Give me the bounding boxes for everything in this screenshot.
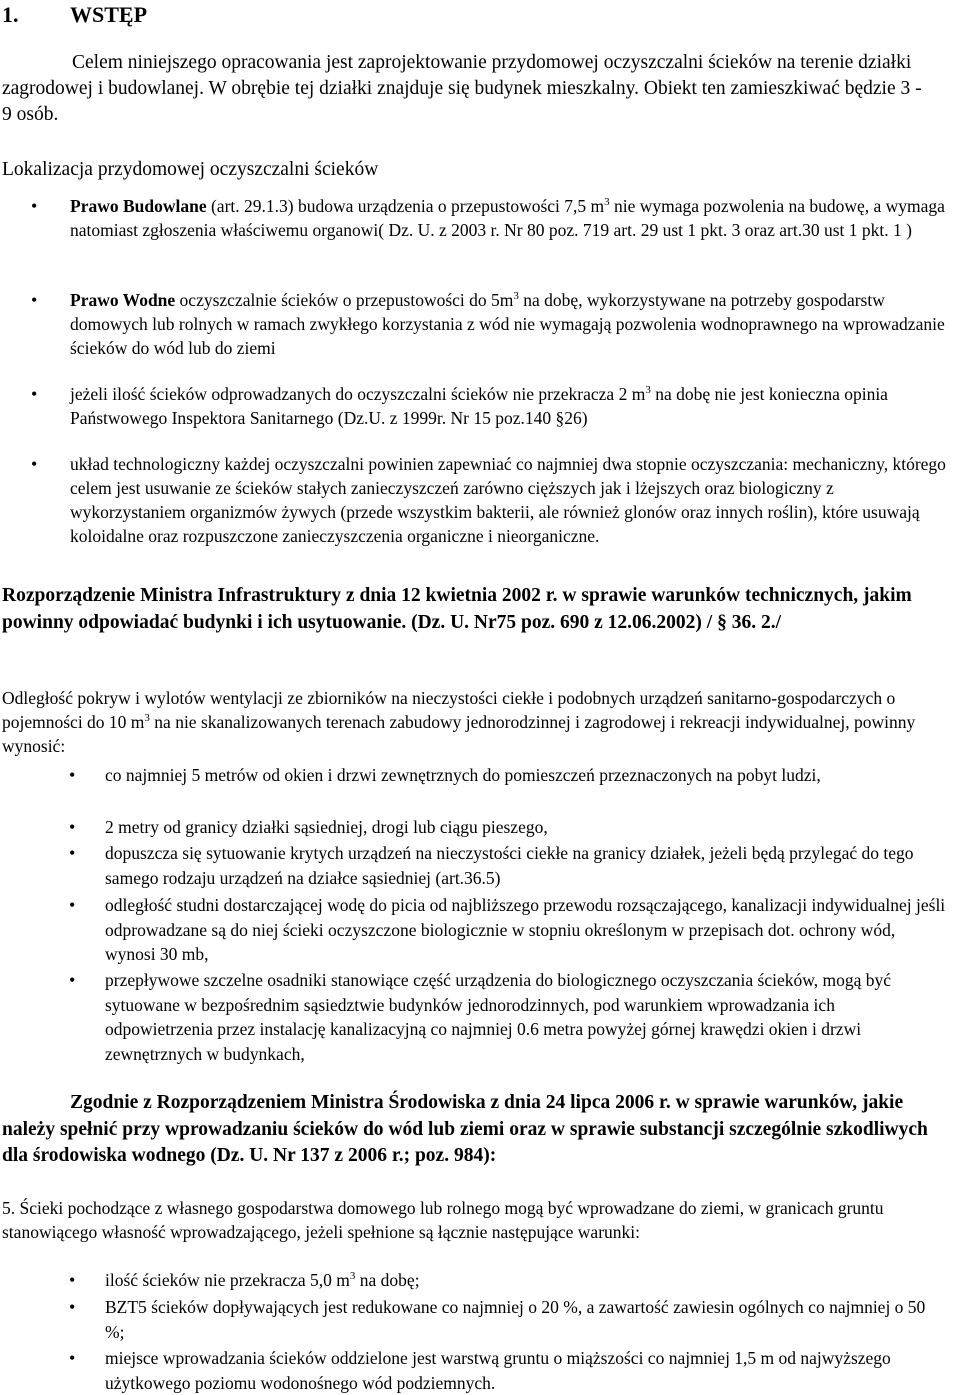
distance-item: • 2 metry od granicy działki sąsiedniej, drogi lub ciągu pieszego, [105, 815, 946, 840]
distance-item: • przepływowe szczelne osadniki stanowiące część urządzenia do biologicznego oczyszczania ścieków, mogą być sytuowane w bezpośrednim sąsiedztwie budynków jednorodzinnych, pod warunkiem wprowadzania ich odpowietrzenia przez instalację kanalizacyjną co najmniej 0.6 metra powyżej górnej krawędzi okien i drzwi zewnętrznych w budynkach, [105, 968, 946, 1066]
condition-item: • BZT5 ścieków dopływających jest redukowane co najmniej o 20 %, a zawartość zawiesin ogólnych co najmniej o 50 %; [105, 1295, 946, 1344]
distance-paragraph: Odległość pokryw i wylotów wentylacji ze zbiorników na nieczystości ciekłe i podobnych urządzeń sanitarno-gospodarczych o pojemności do 10 $m^3$ na nie skanalizowanych terenach zabudowy jednorodzinnej i zagrodowej i rekreacji indywidualnej, powinny wynosić: [2, 688, 916, 756]
law-bullet-building: • Prawo Budowlane (art. 29.1.3) budowa urządzenia o przepustowości 7,5 $m^3$ nie wymaga pozwolenia na budowę, a wymaga natomiast zgłoszenia właściwemu organowi( Dz. U. z 2003 r. Nr 80 poz. 719 art. 29 ust 1 pkt. 3 oraz art.30 ust 1 pkt. 1 ) [70, 194, 952, 242]
law-bullet-sanitary: • jeżeli ilość ścieków odprowadzanych do oczyszczalni ścieków nie przekracza 2 $m^3$ na dobę nie jest konieczna opinia Państwowego Inspektora Sanitarnego (Dz.U. z 1999r. Nr 15 poz.140 §26) [70, 382, 952, 430]
location-heading: Lokalizacja przydomowej oczyszczalni ścieków [2, 159, 379, 180]
section-heading [2, 2, 960, 28]
condition-item: • ilość ścieków nie przekracza 5,0 $m^3$ na dobę; [105, 1268, 946, 1293]
regulation-infrastructure: Rozporządzenie Ministra Infrastruktury z dnia 12 kwietnia 2002 r. w sprawie warunków technicznych, jakim powinny odpowiadać budynki i ich usytuowanie. (Dz. U. Nr75 poz. 690 z 12.06.2002) / § 36. 2./ [2, 585, 912, 633]
regulation-environment: Zgodnie z Rozporządzeniem Ministra Środowiska z dnia 24 lipca 2006 r. w sprawie warunków, jakie należy spełnić przy wprowadzaniu ścieków do wód lub ziemi oraz w sprawie substancji szczególnie szkodliwych dla środowiska wodnego (Dz. U. Nr 137 z 2006 r.; poz. 984): [2, 1092, 928, 1166]
intro-paragraph: Celem niniejszego opracowania jest zaprojektowanie przydomowej oczyszczalni ścieków na terenie działki zagrodowej i budowlanej. W obrębie tej działki znajduje się budynek mieszkalny. Obiekt ten zamieszkiwać będzie 3 - 9 osób. [2, 52, 922, 125]
section-number: 1. [2, 2, 19, 27]
distance-item: • co najmniej 5 metrów od okien i drzwi zewnętrznych do pomieszczeń przeznaczonych na pobyt ludzi, [105, 763, 946, 788]
law-bullet-technology: • układ technologiczny każdej oczyszczalni powinien zapewniać co najmniej dwa stopnie oczyszczania: mechaniczny, którego celem jest usuwanie ze ścieków stałych zanieczyszczeń zarówno cięższych jak i lżejszych oraz biologiczny z wykorzystaniem organizmów żywych (przede wszystkim bakterii, ale również glonów oraz innych roślin), które usuwają koloidalne oraz rozpuszczone zanieczyszczenia organiczne i nieorganiczne. [70, 452, 952, 548]
point-5-paragraph: 5. Ścieki pochodzące z własnego gospodarstwa domowego lub rolnego mogą być wprowadzane do ziemi, w granicach gruntu stanowiącego własność wprowadzającego, jeżeli spełnione są łącznie następujące warunki: [2, 1198, 884, 1242]
section-title: WSTĘP [70, 2, 148, 27]
distance-item: • odległość studni dostarczającej wodę do picia od najbliższego przewodu rozsączającego, kanalizacji indywidualnej jeśli odprowadzane są do niej ścieki oczyszczone biologicznie w stopniu określonym w przepisach dot. ochrony wód, wynosi 30 mb, [105, 893, 946, 967]
distance-item: • dopuszcza się sytuowanie krytych urządzeń na nieczystości ciekłe na granicy działek, jeżeli będą przylegać do tego samego rodzaju urządzeń na działce sąsiedniej (art.36.5) [105, 841, 946, 890]
law-bullet-water: • Prawo Wodne oczyszczalnie ścieków o przepustowości do $5m^3$ na dobę, wykorzystywane na potrzeby gospodarstw domowych lub rolnych w ramach zwykłego korzystania z wód nie wymagają pozwolenia wodnoprawnego na wprowadzanie ścieków do wód lub do ziemi [70, 288, 952, 360]
condition-item: • miejsce wprowadzania ścieków oddzielone jest warstwą gruntu o miąższości co najmniej 1,5 m od najwyższego użytkowego poziomu wodonośnego wód podziemnych. [105, 1346, 946, 1395]
